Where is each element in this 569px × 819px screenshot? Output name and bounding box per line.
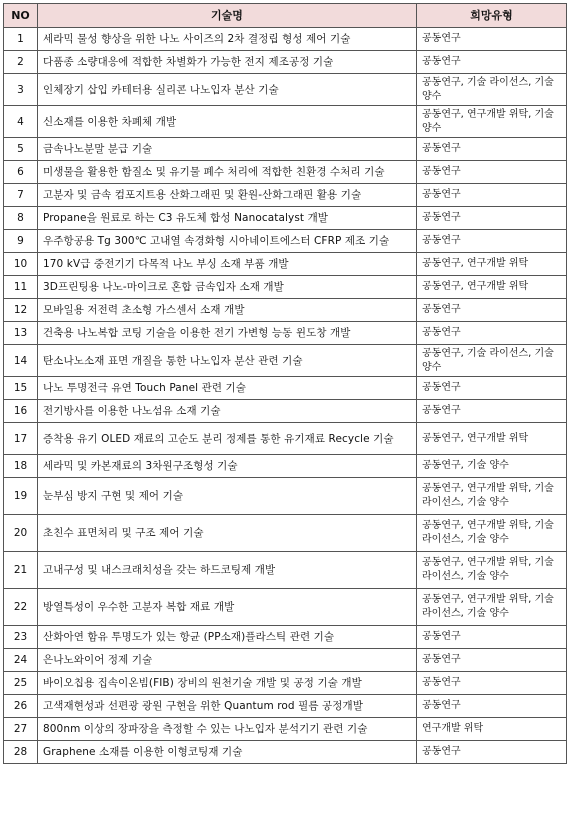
desired-type-cell: 공동연구, 기술 라이선스, 기술 양수 [417,74,567,106]
row-number: 4 [4,106,38,138]
table-row [4,322,567,345]
table-row [4,299,567,322]
row-number: 9 [4,230,38,253]
desired-type-cell: 공동연구 [417,138,567,161]
row-number: 24 [4,649,38,672]
table-row [4,478,567,515]
row-number: 25 [4,672,38,695]
row-number: 16 [4,400,38,423]
desired-type-cell: 공동연구 [417,28,567,51]
table-row [4,230,567,253]
table-row [4,106,567,138]
row-number: 12 [4,299,38,322]
desired-type-cell: 공동연구 [417,695,567,718]
technology-name-cell: 미생물을 활용한 함질소 및 유기물 폐수 처리에 적합한 친환경 수처리 기술 [38,161,417,184]
table-row [4,649,567,672]
technology-table [3,3,567,764]
technology-name-cell: 신소재를 이용한 차폐체 개발 [38,106,417,138]
desired-type-cell: 공동연구 [417,672,567,695]
technology-name-cell: 인체장기 삽입 카테터용 실리콘 나노입자 분산 기술 [38,74,417,106]
table-row [4,672,567,695]
table-row [4,345,567,377]
table-row [4,377,567,400]
row-number: 19 [4,478,38,515]
desired-type-cell: 공동연구 [417,626,567,649]
row-number: 11 [4,276,38,299]
row-number: 1 [4,28,38,51]
table-row [4,138,567,161]
technology-name-cell: 3D프린팅용 나노-마이크로 혼합 금속입자 소재 개발 [38,276,417,299]
technology-name-cell: 세라믹 및 카본재료의 3차원구조형성 기술 [38,455,417,478]
desired-type-cell: 공동연구, 연구개발 위탁 [417,253,567,276]
table-body [4,28,567,764]
technology-name-cell: 모바일용 저전력 초소형 가스센서 소재 개발 [38,299,417,322]
technology-name-cell: 건축용 나노복합 코팅 기술을 이용한 전기 가변형 능동 윈도창 개발 [38,322,417,345]
header-row [4,4,567,28]
technology-name-cell: 세라믹 물성 향상을 위한 나노 사이즈의 2차 결정립 형성 제어 기술 [38,28,417,51]
row-number: 3 [4,74,38,106]
desired-type-cell: 공동연구 [417,51,567,74]
row-number: 28 [4,741,38,764]
row-number: 27 [4,718,38,741]
row-number: 15 [4,377,38,400]
desired-type-cell: 공동연구 [417,230,567,253]
row-number: 2 [4,51,38,74]
technology-name-cell: Propane을 원료로 하는 C3 유도체 합성 Nanocatalyst 개발 [38,207,417,230]
row-number: 20 [4,515,38,552]
desired-type-cell: 공동연구 [417,741,567,764]
technology-name-cell: 은나노와이어 정제 기술 [38,649,417,672]
technology-name-cell: 800nm 이상의 장파장을 측정할 수 있는 나노입자 분석기기 관련 기술 [38,718,417,741]
row-number: 23 [4,626,38,649]
row-number: 7 [4,184,38,207]
table-row [4,51,567,74]
table-row [4,253,567,276]
row-number: 10 [4,253,38,276]
technology-name-cell: 고분자 및 금속 컴포지트용 산화그래핀 및 환원-산화그래핀 활용 기술 [38,184,417,207]
technology-name-cell: 다품종 소량대응에 적합한 차별화가 가능한 전지 제조공정 기술 [38,51,417,74]
table-row [4,455,567,478]
table-row [4,515,567,552]
desired-type-cell: 공동연구 [417,299,567,322]
row-number: 6 [4,161,38,184]
technology-name-cell: 170 kV급 중전기기 다목적 나노 부싱 소재 부품 개발 [38,253,417,276]
desired-type-cell: 공동연구, 기술 라이선스, 기술 양수 [417,345,567,377]
desired-type-cell: 공동연구 [417,649,567,672]
row-number: 18 [4,455,38,478]
table-row [4,741,567,764]
row-number: 13 [4,322,38,345]
desired-type-cell: 공동연구, 연구개발 위탁, 기술 라이선스, 기술 양수 [417,478,567,515]
row-number: 8 [4,207,38,230]
header-tech-name: 기술명 [38,4,417,28]
technology-name-cell: 증착용 유기 OLED 재료의 고순도 분리 정제를 통한 유기재료 Recycle 기술 [38,423,417,455]
header-no: NO [4,4,38,28]
technology-name-cell: 초친수 표면처리 및 구조 제어 기술 [38,515,417,552]
desired-type-cell: 공동연구 [417,207,567,230]
desired-type-cell: 공동연구, 연구개발 위탁 [417,276,567,299]
table-row [4,589,567,626]
row-number: 21 [4,552,38,589]
technology-name-cell: 고색재현성과 선편광 광원 구현을 위한 Quantum rod 필름 공정개발 [38,695,417,718]
desired-type-cell: 공동연구, 연구개발 위탁 [417,423,567,455]
table-row [4,400,567,423]
desired-type-cell: 공동연구, 기술 양수 [417,455,567,478]
technology-name-cell: 눈부심 방지 구현 및 제어 기술 [38,478,417,515]
table-container [3,3,567,764]
technology-name-cell: 바이오칩용 집속이온빔(FIB) 장비의 원천기술 개발 및 공정 기술 개발 [38,672,417,695]
table-row [4,423,567,455]
desired-type-cell: 연구개발 위탁 [417,718,567,741]
row-number: 22 [4,589,38,626]
table-row [4,552,567,589]
table-row [4,74,567,106]
desired-type-cell: 공동연구, 연구개발 위탁, 기술 라이선스, 기술 양수 [417,552,567,589]
technology-name-cell: 고내구성 및 내스크래치성을 갖는 하드코팅제 개발 [38,552,417,589]
technology-name-cell: Graphene 소재를 이용한 이형코팅재 기술 [38,741,417,764]
table-row [4,276,567,299]
technology-name-cell: 전기방사를 이용한 나노섬유 소재 기술 [38,400,417,423]
table-row [4,28,567,51]
technology-name-cell: 우주항공용 Tg 300℃ 고내열 속경화형 시아네이트에스터 CFRP 제조 기술 [38,230,417,253]
desired-type-cell: 공동연구 [417,400,567,423]
technology-name-cell: 나노 투명전극 유연 Touch Panel 관련 기술 [38,377,417,400]
desired-type-cell: 공동연구, 연구개발 위탁, 기술 라이선스, 기술 양수 [417,515,567,552]
table-row [4,161,567,184]
technology-name-cell: 방열특성이 우수한 고분자 복합 재료 개발 [38,589,417,626]
row-number: 5 [4,138,38,161]
table-row [4,626,567,649]
table-row [4,695,567,718]
header-desired-type: 희망유형 [417,4,567,28]
row-number: 14 [4,345,38,377]
desired-type-cell: 공동연구 [417,322,567,345]
row-number: 17 [4,423,38,455]
desired-type-cell: 공동연구, 연구개발 위탁, 기술 라이선스, 기술 양수 [417,589,567,626]
desired-type-cell: 공동연구, 연구개발 위탁, 기술 양수 [417,106,567,138]
technology-name-cell: 탄소나노소재 표면 개질을 통한 나노입자 분산 관련 기술 [38,345,417,377]
desired-type-cell: 공동연구 [417,184,567,207]
table-row [4,184,567,207]
table-row [4,207,567,230]
table-row [4,718,567,741]
row-number: 26 [4,695,38,718]
desired-type-cell: 공동연구 [417,161,567,184]
desired-type-cell: 공동연구 [417,377,567,400]
technology-name-cell: 금속나노분말 분급 기술 [38,138,417,161]
technology-name-cell: 산화아연 함유 투명도가 있는 항균 (PP소재)플라스틱 관련 기술 [38,626,417,649]
